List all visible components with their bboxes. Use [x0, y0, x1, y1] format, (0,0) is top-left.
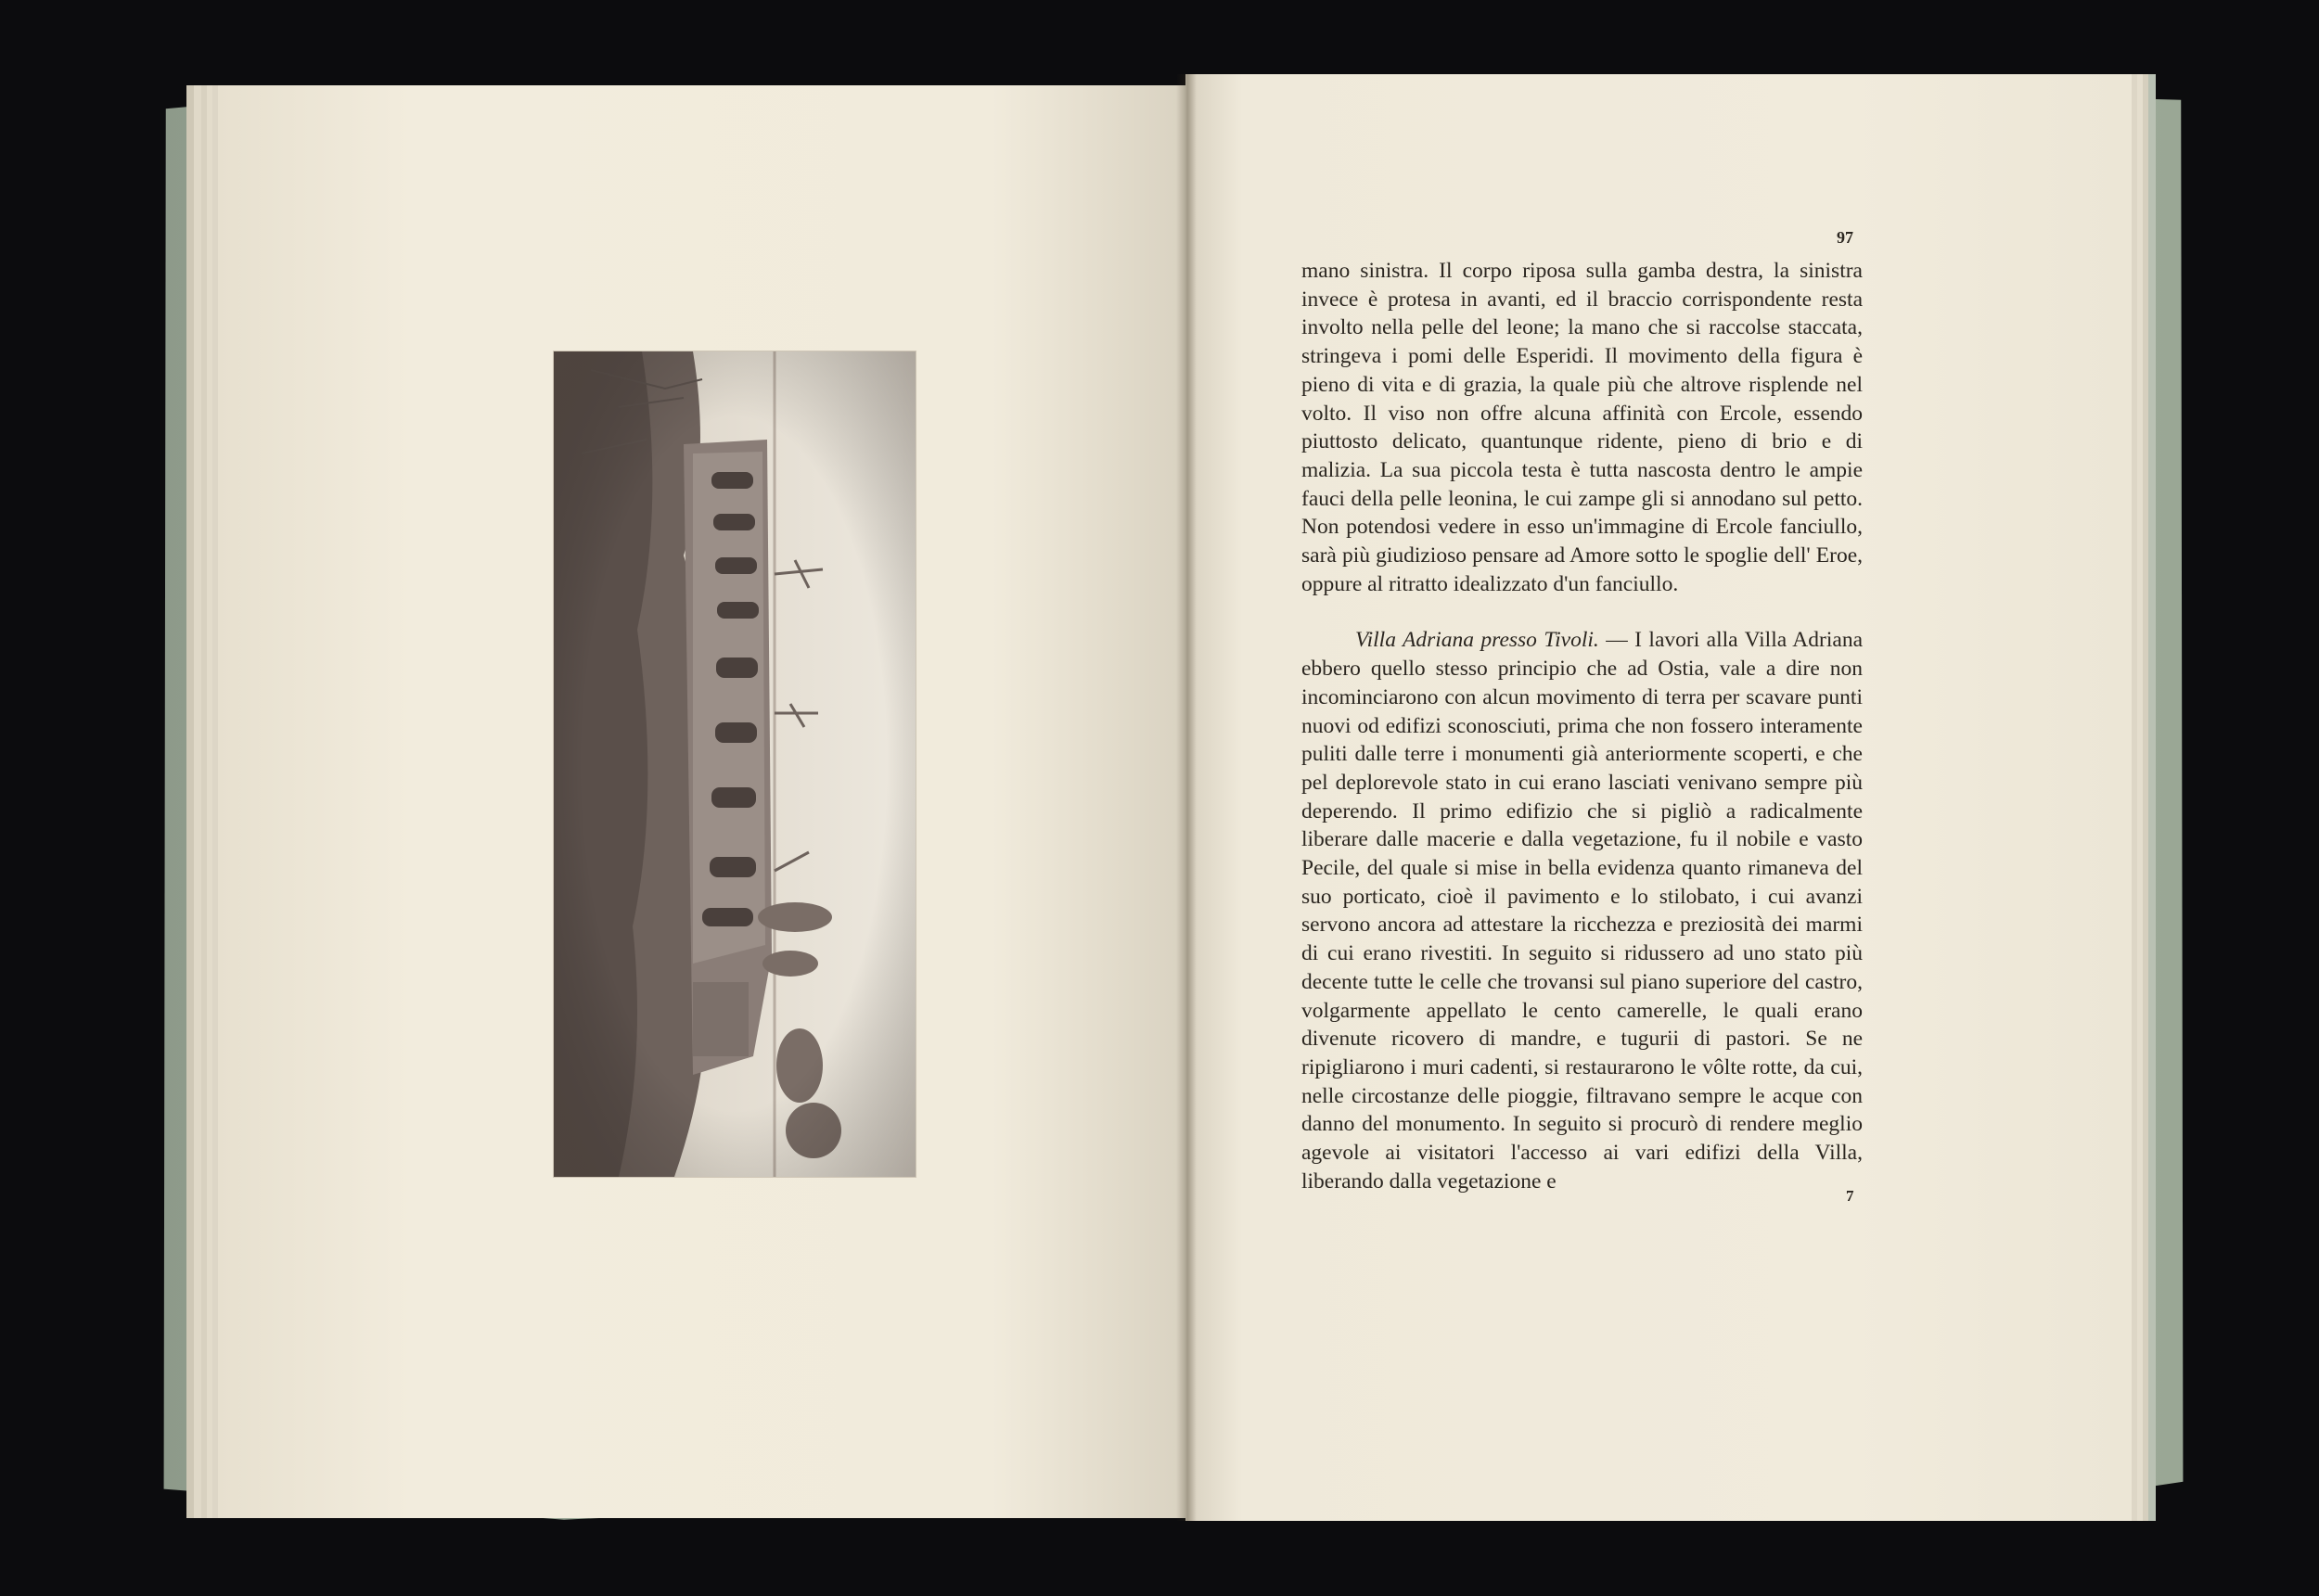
page-number: 97	[1837, 228, 1853, 247]
section-heading-villa-adriana: Villa Adriana presso Tivoli.	[1355, 628, 1599, 653]
paragraph-villa-adriana-body: — I lavori alla Villa Adriana ebbero quello stesso principio che ad Ostia, vale a dire non incominciarono con alcun movimento di terra per scavare punti nuovi od edifizi sconosciuti, prima che non fossero interamente puliti dalle terre i monumenti già anteriormente scoperti, e che pel deplorevole stato in cui erano lasciati venivano sempre più deperendo. Il primo edifizio che si pigliò a radicalmente liberare dalle macerie e dalla vegetazione, fu il nobile e vasto Pecile, del quale si mise in bella evidenza quanto rimaneva del suo porticato, cioè il pavimento e lo stilobato, i cui avanzi servono ancora ad attestare la ricchezza e preziosità dei marmi di cui erano rivestiti. In seguito si ridussero ad uno stato più decente tutte le celle che trovansi sul piano superiore del castro, volgarmente appellato le cento camerelle, le quali erano divenute ricovero di mandre, e tugurii di pastori. Se ne ripigliarono i muri cadenti, si restaurarono le vôlte rotte, da cui, nelle circostanze delle pioggie, filtravano sempre le acque con danno del monumento. In seguito si procurò di rendere meglio agevole ai visitatori l'accesso ai vari edifizi della Villa, liberando dalla vegetazione e	[1301, 628, 1863, 1194]
signature-mark: 7	[1846, 1187, 1854, 1205]
ruins-photo-image	[554, 351, 916, 1177]
body-text	[1301, 257, 1863, 1196]
book-gutter	[1176, 74, 1197, 1521]
paragraph-hercules: mano sinistra. Il corpo riposa sulla gamba destra, la sinistra invece è protesa in avanti, ed il braccio corrispondente resta involto nella pelle del leone; la mano che si raccolse staccata, stringeva i pomi delle Esperidi. Il movimento della figura è pieno di vita e di grazia, la quale più che altrove risplende nel volto. Il viso non offre alcuna affinità con Ercole, essendo piuttosto delicato, quantunque ridente, pieno di brio e di malizia. La sua piccola testa è tutta nascosta dentro le ampie fauci della pelle leonina, le cui zampe gli si annodano sul petto. Non potendosi vedere in esso un'immagine di Ercole fanciullo, sarà più giudizioso pensare ad Amore sotto le spoglie dell' Eroe, oppure al ritratto idealizzato d'un fanciullo.	[1301, 259, 1863, 596]
tipped-in-photograph	[553, 351, 916, 1178]
paragraph-villa-adriana	[1301, 626, 1863, 1195]
